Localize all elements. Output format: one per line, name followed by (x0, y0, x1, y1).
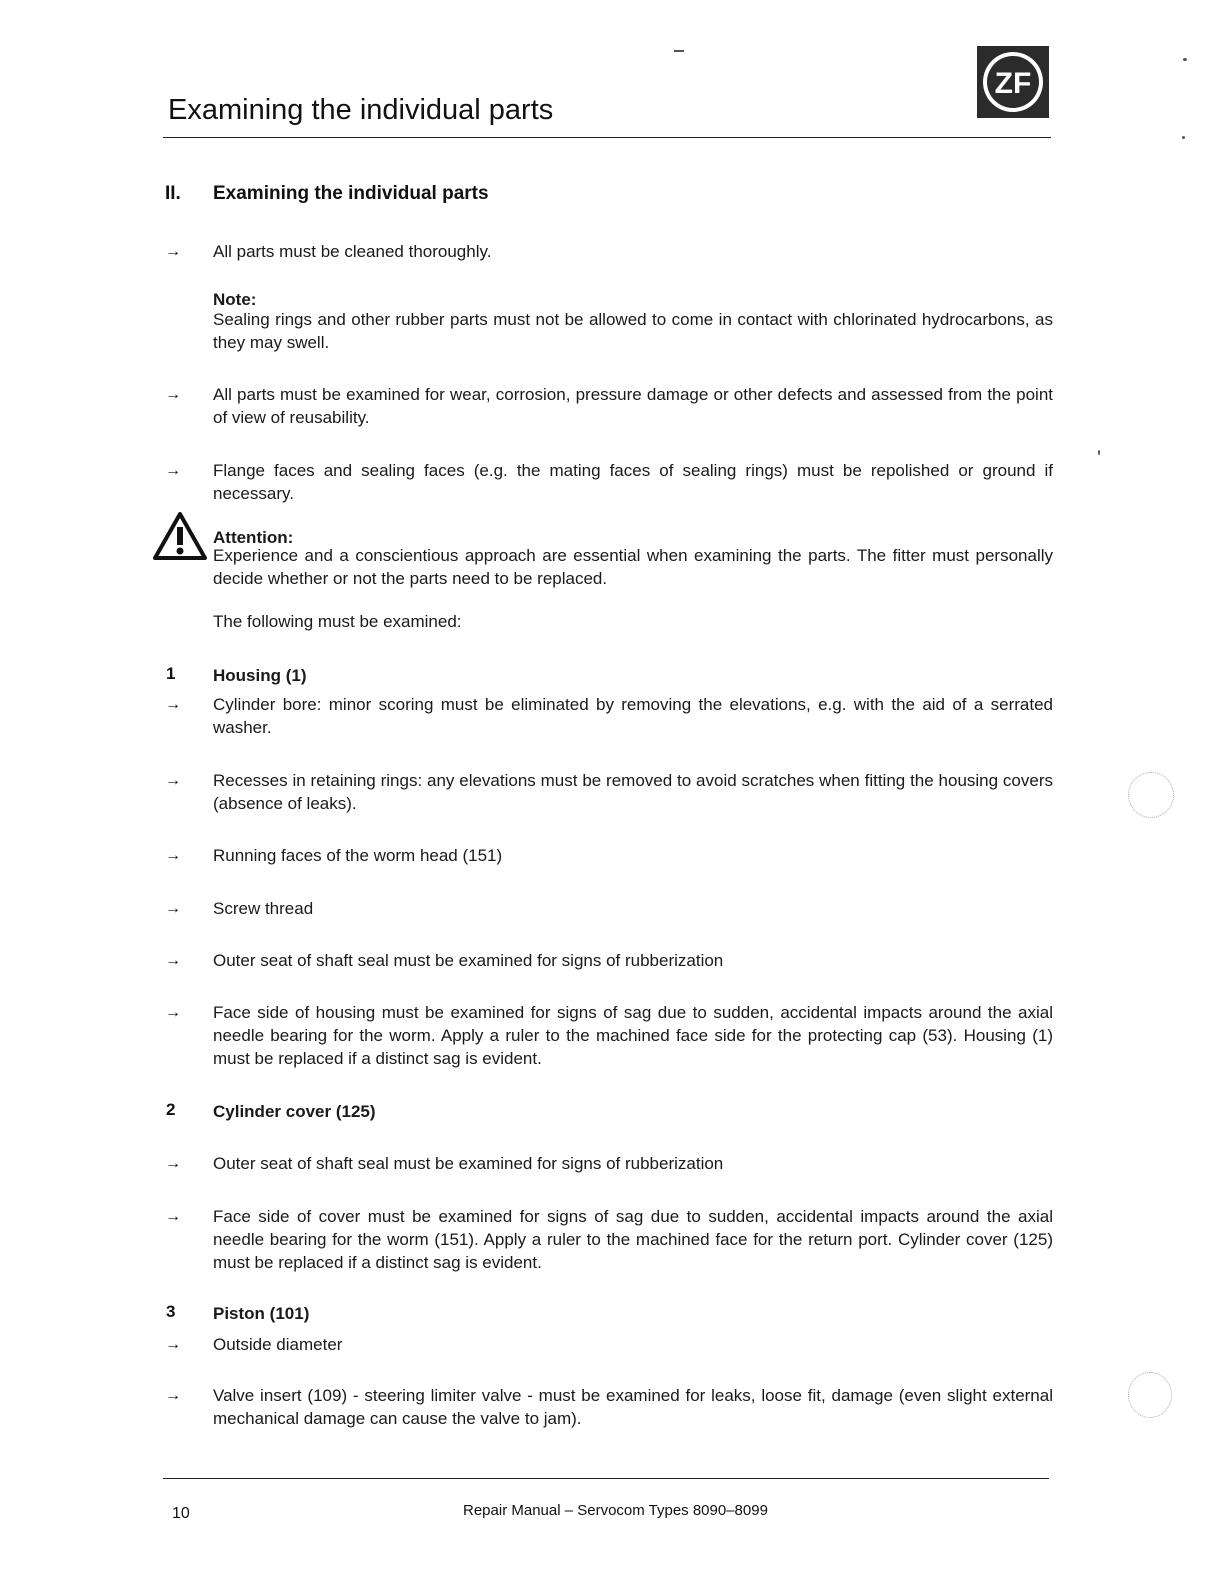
list-item: Face side of cover must be examined for signs of sag due to sudden, accidental impacts around the axial needle bearing for the worm (151). Apply a ruler to the machined face for the return port. Cylinder cover (125) must be replaced if a distinct sag is evident. (213, 1207, 1053, 1272)
warning-icon (152, 511, 208, 561)
attention-label: Attention: (213, 528, 294, 547)
punch-hole (1128, 772, 1174, 818)
list-item: Recesses in retaining rings: any elevations must be removed to avoid scratches when fitting the housing covers (absence of leaks). (213, 771, 1053, 813)
arrow-icon: → (165, 847, 181, 864)
item-number: 1 (166, 664, 176, 683)
page-number: 10 (172, 1505, 190, 1522)
scan-speck (1098, 450, 1100, 455)
list-item: Outer seat of shaft seal must be examined for signs of rubberization (213, 951, 724, 970)
arrow-icon: → (165, 1336, 181, 1353)
punch-hole (1128, 1372, 1172, 1418)
page-title: Examining the individual parts (168, 94, 554, 126)
scan-speck (674, 50, 684, 52)
footer-rule (163, 1478, 1049, 1479)
clean-instruction: All parts must be cleaned thoroughly. (213, 242, 492, 261)
arrow-icon: → (165, 462, 181, 479)
item-number: 2 (166, 1100, 176, 1119)
section-number: II. (165, 183, 181, 204)
item-number: 3 (166, 1302, 176, 1321)
list-item: Outer seat of shaft seal must be examined for signs of rubberization (213, 1154, 724, 1173)
arrow-icon: → (165, 243, 181, 260)
note-label: Note: (213, 290, 257, 309)
item-title-housing: Housing (1) (213, 666, 307, 685)
attention-text: Experience and a conscientious approach are essential when examining the parts. The fitter must personally decide whether or not the parts need to be replaced. (213, 546, 1053, 588)
scan-speck (1183, 58, 1187, 61)
section-title: Examining the individual parts (213, 183, 489, 204)
flange-instruction: Flange faces and sealing faces (e.g. the mating faces of sealing rings) must be repolished or ground if necessary. (213, 461, 1053, 503)
scan-speck (1182, 136, 1185, 139)
item-title-cylinder-cover: Cylinder cover (125) (213, 1102, 376, 1121)
arrow-icon: → (165, 1155, 181, 1172)
arrow-icon: → (165, 772, 181, 789)
list-item: Running faces of the worm head (151) (213, 846, 503, 865)
arrow-icon: → (165, 1004, 181, 1021)
list-item: Face side of housing must be examined for signs of sag due to sudden, accidental impacts around the axial needle bearing for the worm. Apply a ruler to the machined face side for the protecting cap (53). Housing (1) must be replaced if a distinct sag is evident. (213, 1003, 1053, 1068)
list-item: Valve insert (109) - steering limiter valve - must be examined for leaks, loose fit, damage (even slight external mechanical damage can cause the valve to jam). (213, 1386, 1053, 1428)
arrow-icon: → (165, 1208, 181, 1225)
zf-logo (977, 46, 1049, 118)
examine-instruction: All parts must be examined for wear, corrosion, pressure damage or other defects and assessed from the point of view of reusability. (213, 385, 1053, 427)
header-rule (163, 137, 1051, 138)
arrow-icon: → (165, 386, 181, 403)
item-title-piston: Piston (101) (213, 1304, 310, 1323)
list-item: Cylinder bore: minor scoring must be eliminated by removing the elevations, e.g. with the aid of a serrated washer. (213, 695, 1053, 737)
arrow-icon: → (165, 1387, 181, 1404)
note-text: Sealing rings and other rubber parts must not be allowed to come in contact with chlorinated hydrocarbons, as they may swell. (213, 310, 1053, 352)
arrow-icon: → (165, 952, 181, 969)
list-item: Outside diameter (213, 1335, 343, 1354)
arrow-icon: → (165, 696, 181, 713)
list-item: Screw thread (213, 899, 314, 918)
following-text: The following must be examined: (213, 612, 462, 631)
arrow-icon: → (165, 900, 181, 917)
svg-text:ZF: ZF (994, 67, 1032, 100)
footer-text: Repair Manual – Servocom Types 8090–8099 (463, 1502, 768, 1519)
